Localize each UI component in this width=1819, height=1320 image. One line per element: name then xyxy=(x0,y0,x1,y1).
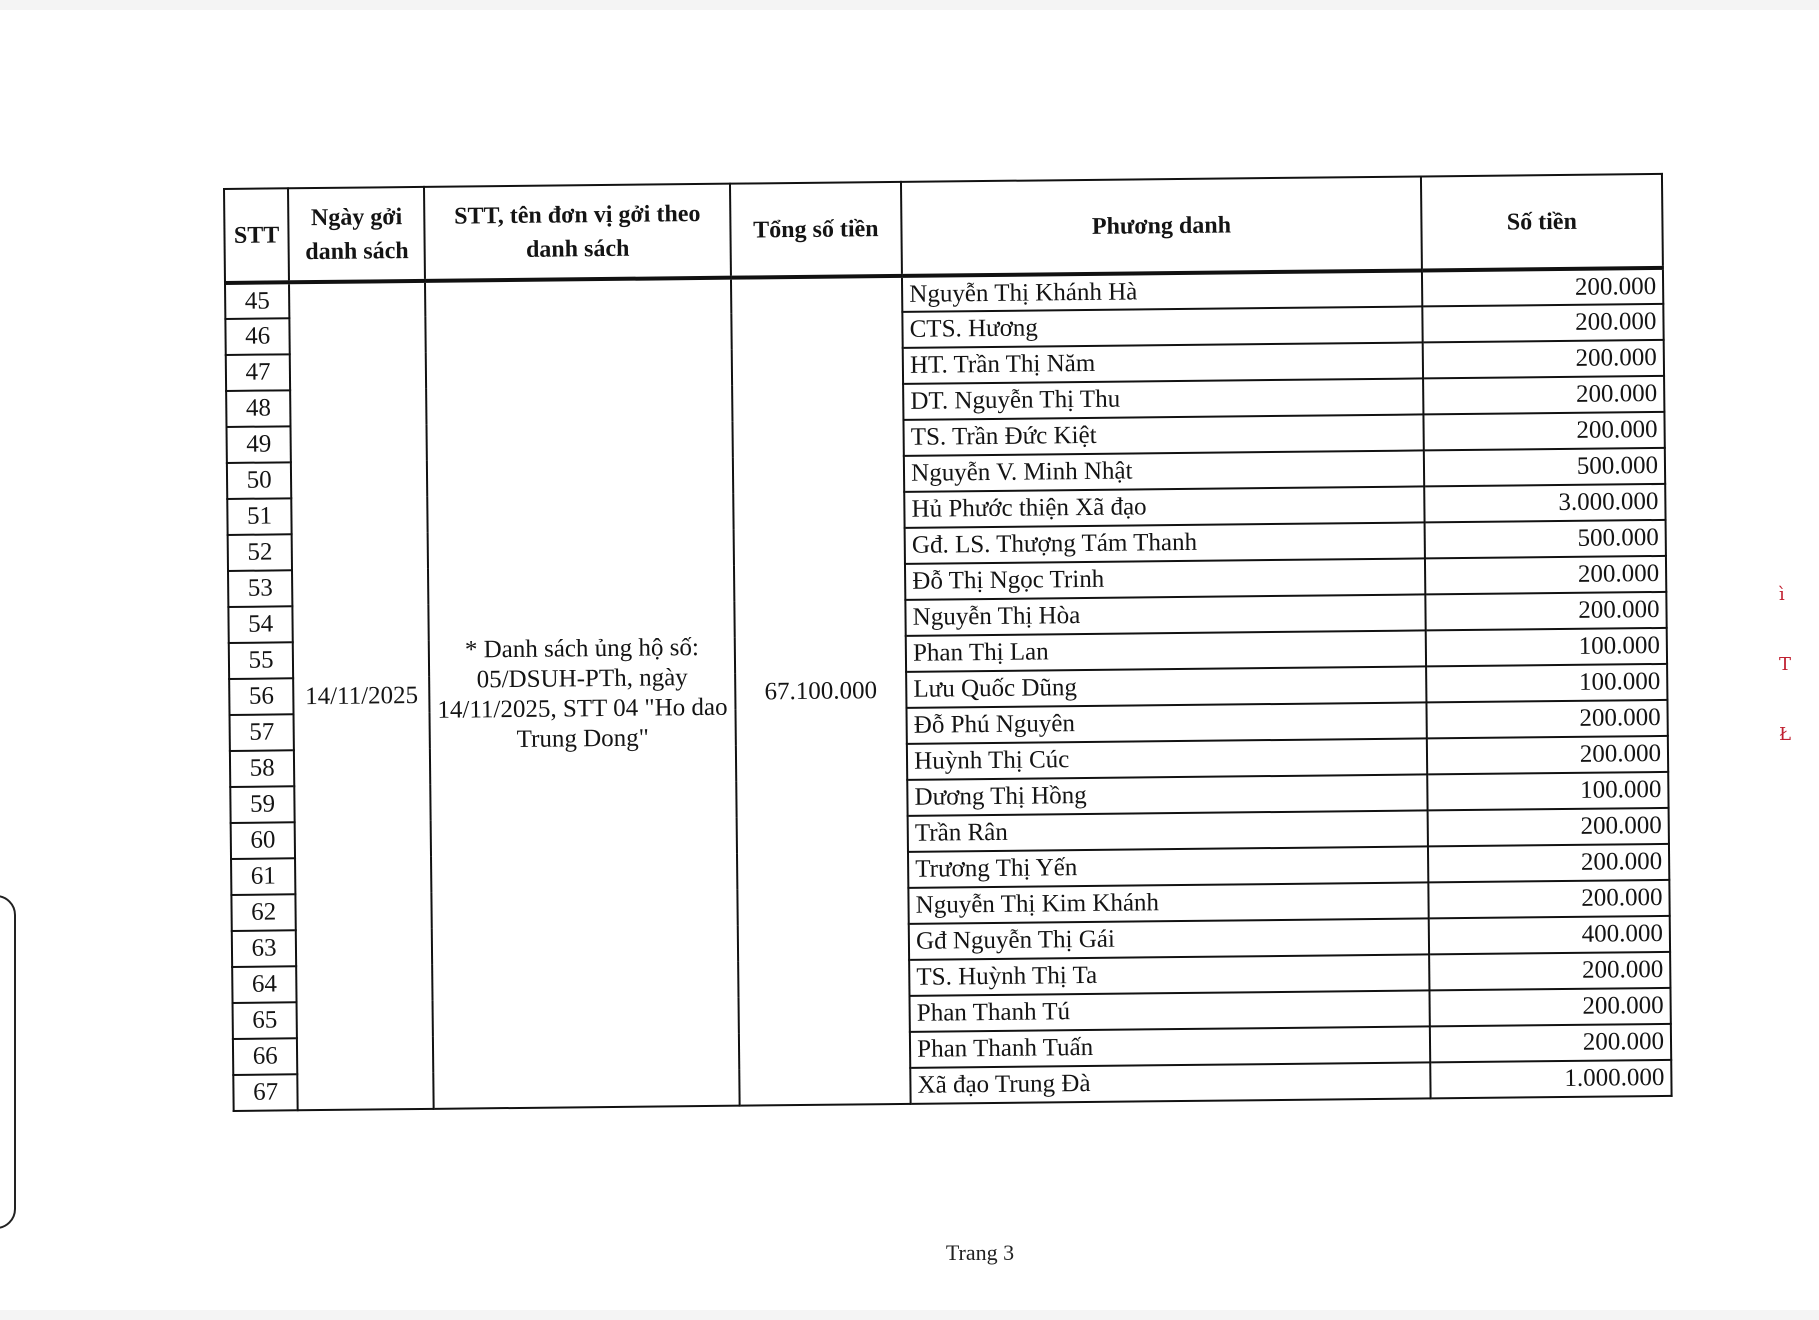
row-amount: 200.000 xyxy=(1429,952,1671,991)
row-stt: 59 xyxy=(230,786,295,823)
row-stt: 62 xyxy=(231,894,296,931)
row-amount: 200.000 xyxy=(1428,844,1670,883)
row-amount: 3.000.000 xyxy=(1424,484,1666,523)
row-stt: 66 xyxy=(233,1038,298,1075)
row-donor-name: Nguyễn V. Minh Nhật xyxy=(904,450,1424,491)
document-page xyxy=(0,10,1819,1310)
row-amount: 200.000 xyxy=(1427,736,1669,775)
row-stt: 56 xyxy=(229,678,294,715)
row-donor-name: Phan Thị Lan xyxy=(906,630,1426,671)
row-stt: 46 xyxy=(225,318,290,355)
row-donor-name: Dương Thị Hồng xyxy=(907,774,1427,815)
row-donor-name: Hủ Phước thiện Xã đạo xyxy=(904,486,1424,527)
binder-edge xyxy=(0,895,16,1229)
row-donor-name: Lưu Quốc Dũng xyxy=(906,666,1426,707)
row-amount: 200.000 xyxy=(1427,808,1669,847)
margin-mark: ì xyxy=(1779,584,1785,605)
row-amount: 200.000 xyxy=(1425,592,1667,631)
row-amount: 200.000 xyxy=(1423,340,1665,379)
row-amount: 500.000 xyxy=(1424,520,1666,559)
row-donor-name: Nguyễn Thị Kim Khánh xyxy=(909,882,1429,923)
row-amount: 200.000 xyxy=(1423,412,1665,451)
row-stt: 57 xyxy=(230,714,295,751)
row-amount: 100.000 xyxy=(1427,772,1669,811)
row-amount: 200.000 xyxy=(1422,304,1664,343)
margin-marks xyxy=(1779,560,1799,770)
row-stt: 64 xyxy=(232,966,297,1003)
row-donor-name: Xã đạo Trung Đà xyxy=(910,1062,1430,1103)
header-stt: STT xyxy=(224,188,289,283)
row-amount: 100.000 xyxy=(1426,664,1668,703)
group-date: 14/11/2025 xyxy=(289,281,434,1110)
row-amount: 200.000 xyxy=(1422,268,1664,307)
row-donor-name: TS. Trần Đức Kiệt xyxy=(904,414,1424,455)
row-stt: 54 xyxy=(228,606,293,643)
row-donor-name: CTS. Hương xyxy=(902,306,1422,347)
header-date: Ngày gởi danh sách xyxy=(288,187,425,282)
row-donor-name: Huỳnh Thị Cúc xyxy=(907,738,1427,779)
table-header-row xyxy=(224,174,1663,283)
header-name: Phương danh xyxy=(901,176,1422,275)
row-amount: 200.000 xyxy=(1423,376,1665,415)
table-body xyxy=(225,268,1672,1111)
header-total: Tổng số tiền xyxy=(730,182,902,278)
header-amount: Số tiền xyxy=(1421,174,1663,271)
row-donor-name: Phan Thanh Tú xyxy=(910,990,1430,1031)
row-donor-name: Đỗ Thị Ngọc Trinh xyxy=(905,558,1425,599)
row-stt: 51 xyxy=(227,498,292,535)
row-donor-name: DT. Nguyễn Thị Thu xyxy=(903,378,1423,419)
row-stt: 47 xyxy=(226,354,291,391)
row-stt: 60 xyxy=(231,822,296,859)
row-stt: 48 xyxy=(226,390,291,427)
header-unit: STT, tên đơn vị gởi theo danh sách xyxy=(424,184,730,281)
row-stt: 58 xyxy=(230,750,295,787)
page-number: Trang 3 xyxy=(945,1240,1015,1265)
row-stt: 45 xyxy=(225,282,290,319)
row-donor-name: Nguyễn Thị Khánh Hà xyxy=(902,270,1422,311)
row-donor-name: Đỗ Phú Nguyên xyxy=(907,702,1427,743)
row-amount: 200.000 xyxy=(1430,1024,1672,1063)
row-amount: 400.000 xyxy=(1429,916,1671,955)
row-donor-name: Trương Thị Yến xyxy=(908,846,1428,887)
row-amount: 200.000 xyxy=(1429,988,1671,1027)
group-unit: * Danh sách ủng hộ số: 05/DSUH-PTh, ngày 14/11/2025, STT 04 "Ho dao Trung Dong" xyxy=(425,278,739,1109)
row-stt: 50 xyxy=(227,462,292,499)
margin-mark: T xyxy=(1779,654,1792,675)
row-donor-name: Trần Rân xyxy=(908,810,1428,851)
donation-table xyxy=(223,173,1673,1112)
row-amount: 100.000 xyxy=(1426,628,1668,667)
row-stt: 67 xyxy=(233,1074,298,1111)
row-donor-name: Phan Thanh Tuấn xyxy=(910,1026,1430,1067)
row-amount: 200.000 xyxy=(1426,700,1668,739)
row-donor-name: HT. Trần Thị Năm xyxy=(903,342,1423,383)
row-stt: 55 xyxy=(229,642,294,679)
row-stt: 53 xyxy=(228,570,293,607)
row-amount: 500.000 xyxy=(1424,448,1666,487)
row-donor-name: Gđ Nguyễn Thị Gái xyxy=(909,918,1429,959)
row-stt: 52 xyxy=(228,534,293,571)
row-stt: 65 xyxy=(233,1002,298,1039)
row-stt: 61 xyxy=(231,858,296,895)
row-amount: 1.000.000 xyxy=(1430,1060,1672,1099)
group-total: 67.100.000 xyxy=(731,276,911,1106)
row-donor-name: Gđ. LS. Thượng Tám Thanh xyxy=(905,522,1425,563)
row-donor-name: Nguyễn Thị Hòa xyxy=(906,594,1426,635)
row-donor-name: TS. Huỳnh Thị Ta xyxy=(909,954,1429,995)
row-stt: 49 xyxy=(227,426,292,463)
row-stt: 63 xyxy=(232,930,297,967)
margin-mark: Ł xyxy=(1779,724,1792,745)
row-amount: 200.000 xyxy=(1425,556,1667,595)
row-amount: 200.000 xyxy=(1428,880,1670,919)
